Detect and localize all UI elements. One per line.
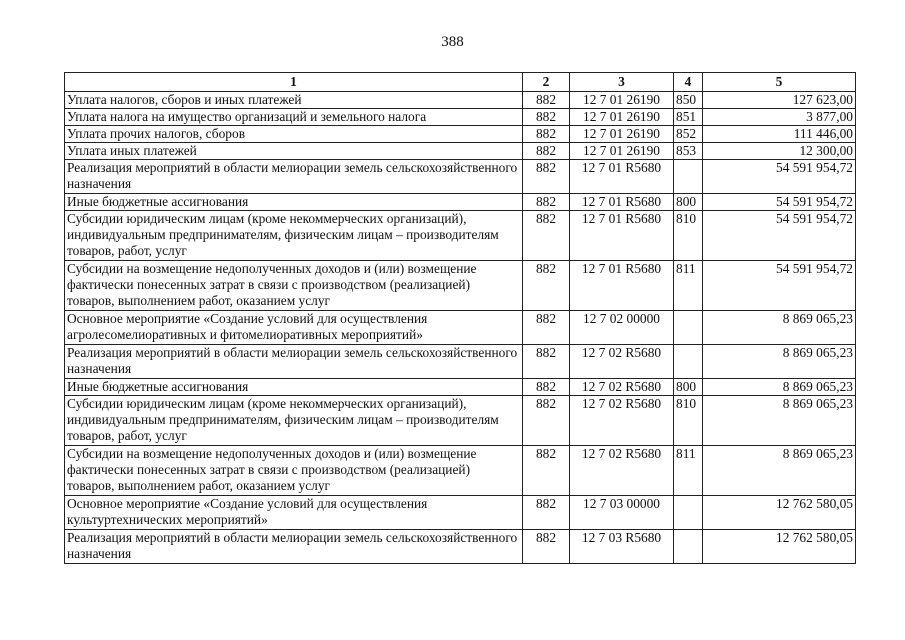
table-row xyxy=(65,379,856,396)
table-header-row xyxy=(65,73,856,92)
row-amount: 54 591 954,72 xyxy=(703,211,856,261)
row-name: Уплата иных платежей xyxy=(65,143,523,160)
row-target-code: 12 7 01 R5680 xyxy=(570,261,674,311)
row-amount: 111 446,00 xyxy=(703,126,856,143)
row-ministry-code: 882 xyxy=(523,126,570,143)
row-amount: 54 591 954,72 xyxy=(703,261,856,311)
table-row xyxy=(65,126,856,143)
row-amount: 8 869 065,23 xyxy=(703,446,856,496)
row-expense-type: 852 xyxy=(674,126,703,143)
table-row xyxy=(65,345,856,379)
row-expense-type xyxy=(674,345,703,379)
table-row xyxy=(65,496,856,530)
row-ministry-code: 882 xyxy=(523,530,570,564)
row-ministry-code: 882 xyxy=(523,379,570,396)
row-ministry-code: 882 xyxy=(523,261,570,311)
row-amount: 54 591 954,72 xyxy=(703,160,856,194)
row-ministry-code: 882 xyxy=(523,396,570,446)
row-expense-type: 811 xyxy=(674,261,703,311)
row-target-code: 12 7 02 R5680 xyxy=(570,379,674,396)
row-expense-type: 800 xyxy=(674,194,703,211)
row-name: Основное мероприятие «Создание условий для осуществления агролесомелиоративных и фитомелиоративных мероприятий» xyxy=(65,311,523,345)
column-header-amount: 5 xyxy=(703,73,856,92)
row-target-code: 12 7 03 R5680 xyxy=(570,530,674,564)
row-target-code: 12 7 02 R5680 xyxy=(570,396,674,446)
row-ministry-code: 882 xyxy=(523,92,570,109)
row-expense-type: 810 xyxy=(674,396,703,446)
row-target-code: 12 7 01 R5680 xyxy=(570,194,674,211)
row-amount: 12 300,00 xyxy=(703,143,856,160)
row-name: Иные бюджетные ассигнования xyxy=(65,379,523,396)
row-amount: 8 869 065,23 xyxy=(703,396,856,446)
column-header-name: 1 xyxy=(65,73,523,92)
row-name: Уплата налога на имущество организаций и земельного налога xyxy=(65,109,523,126)
column-header-target: 3 xyxy=(570,73,674,92)
table-row xyxy=(65,194,856,211)
table-row xyxy=(65,261,856,311)
row-expense-type xyxy=(674,311,703,345)
row-target-code: 12 7 01 26190 xyxy=(570,92,674,109)
row-target-code: 12 7 03 00000 xyxy=(570,496,674,530)
row-target-code: 12 7 01 26190 xyxy=(570,126,674,143)
row-amount: 8 869 065,23 xyxy=(703,311,856,345)
row-amount: 3 877,00 xyxy=(703,109,856,126)
table-row xyxy=(65,92,856,109)
row-expense-type: 811 xyxy=(674,446,703,496)
row-expense-type xyxy=(674,496,703,530)
row-amount: 127 623,00 xyxy=(703,92,856,109)
row-amount: 8 869 065,23 xyxy=(703,345,856,379)
row-ministry-code: 882 xyxy=(523,160,570,194)
row-ministry-code: 882 xyxy=(523,345,570,379)
column-header-ministry: 2 xyxy=(523,73,570,92)
row-name: Основное мероприятие «Создание условий для осуществления культуртехнических мероприятий» xyxy=(65,496,523,530)
row-ministry-code: 882 xyxy=(523,446,570,496)
row-expense-type: 800 xyxy=(674,379,703,396)
page-number: 388 xyxy=(441,34,464,50)
row-name: Реализация мероприятий в области мелиорации земель сельскохозяйственного назначения xyxy=(65,345,523,379)
row-target-code: 12 7 01 R5680 xyxy=(570,211,674,261)
row-ministry-code: 882 xyxy=(523,143,570,160)
row-name: Субсидии на возмещение недополученных доходов и (или) возмещение фактически понесенных затрат в связи с производством (реализацией) товаров, выполнением работ, оказанием услуг xyxy=(65,446,523,496)
row-expense-type: 851 xyxy=(674,109,703,126)
table-row xyxy=(65,311,856,345)
row-name: Реализация мероприятий в области мелиорации земель сельскохозяйственного назначения xyxy=(65,160,523,194)
row-ministry-code: 882 xyxy=(523,311,570,345)
table-row xyxy=(65,446,856,496)
row-ministry-code: 882 xyxy=(523,109,570,126)
row-expense-type xyxy=(674,160,703,194)
column-header-type: 4 xyxy=(674,73,703,92)
budget-table xyxy=(64,72,856,564)
row-name: Реализация мероприятий в области мелиорации земель сельскохозяйственного назначения xyxy=(65,530,523,564)
table-row xyxy=(65,109,856,126)
row-expense-type: 853 xyxy=(674,143,703,160)
row-target-code: 12 7 01 26190 xyxy=(570,109,674,126)
row-name: Уплата прочих налогов, сборов xyxy=(65,126,523,143)
row-target-code: 12 7 01 26190 xyxy=(570,143,674,160)
row-name: Уплата налогов, сборов и иных платежей xyxy=(65,92,523,109)
row-target-code: 12 7 02 R5680 xyxy=(570,345,674,379)
table-row xyxy=(65,530,856,564)
table-row xyxy=(65,396,856,446)
row-name: Субсидии юридическим лицам (кроме некоммерческих организаций), индивидуальным предпринимателям, физическим лицам – производителям товаров, работ, услуг xyxy=(65,396,523,446)
row-ministry-code: 882 xyxy=(523,194,570,211)
row-name: Иные бюджетные ассигнования xyxy=(65,194,523,211)
row-amount: 8 869 065,23 xyxy=(703,379,856,396)
row-expense-type: 810 xyxy=(674,211,703,261)
row-expense-type: 850 xyxy=(674,92,703,109)
row-ministry-code: 882 xyxy=(523,496,570,530)
table-row xyxy=(65,143,856,160)
table-row xyxy=(65,211,856,261)
row-expense-type xyxy=(674,530,703,564)
row-name: Субсидии на возмещение недополученных доходов и (или) возмещение фактически понесенных затрат в связи с производством (реализацией) товаров, выполнением работ, оказанием услуг xyxy=(65,261,523,311)
row-ministry-code: 882 xyxy=(523,211,570,261)
row-amount: 12 762 580,05 xyxy=(703,530,856,564)
row-amount: 12 762 580,05 xyxy=(703,496,856,530)
row-target-code: 12 7 02 R5680 xyxy=(570,446,674,496)
row-target-code: 12 7 01 R5680 xyxy=(570,160,674,194)
row-target-code: 12 7 02 00000 xyxy=(570,311,674,345)
row-amount: 54 591 954,72 xyxy=(703,194,856,211)
row-name: Субсидии юридическим лицам (кроме некоммерческих организаций), индивидуальным предпринимателям, физическим лицам – производителям товаров, работ, услуг xyxy=(65,211,523,261)
table-row xyxy=(65,160,856,194)
